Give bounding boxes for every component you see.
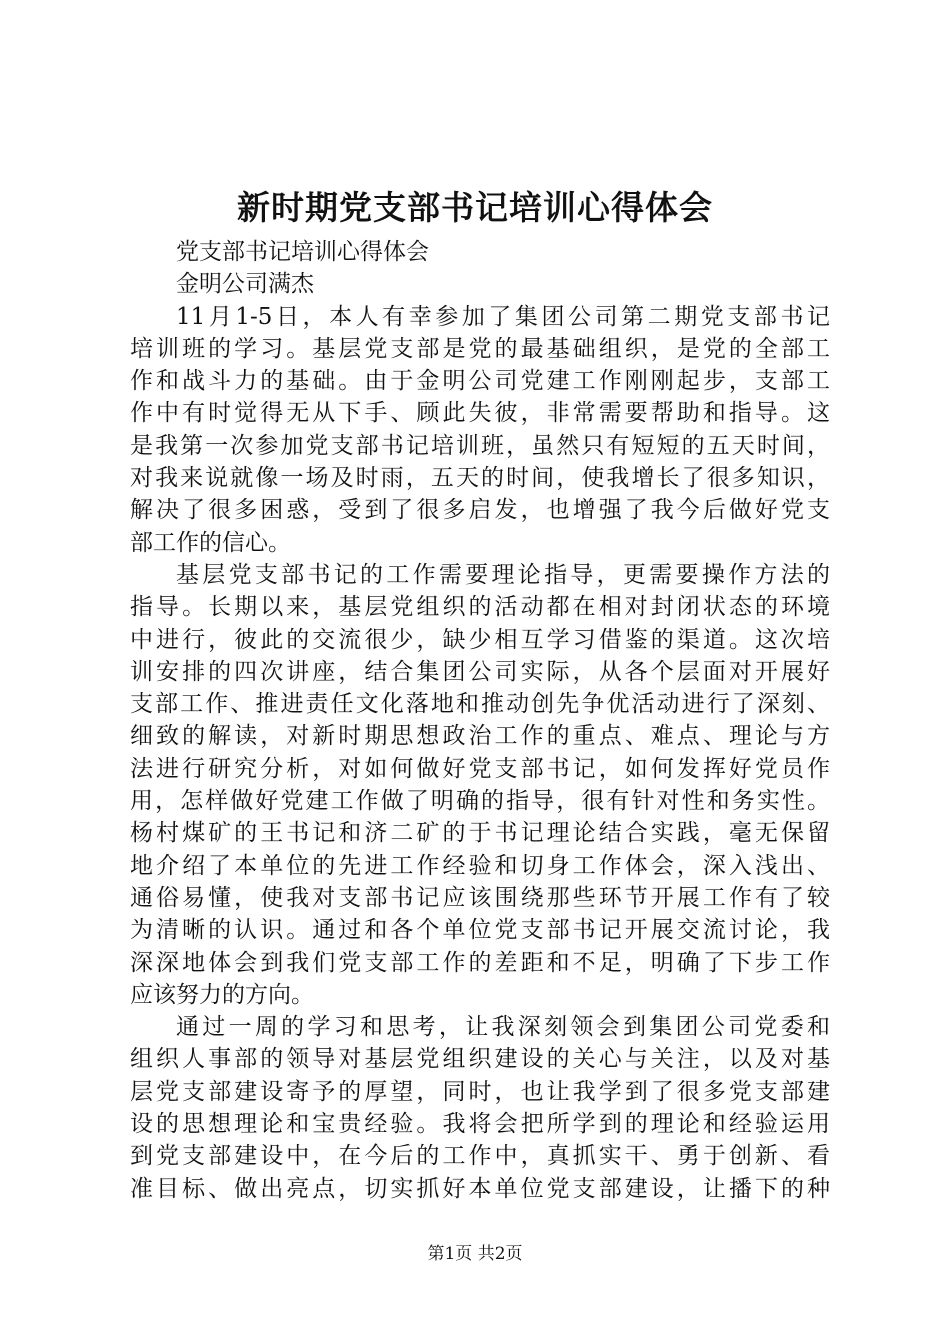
paragraph-line: 设的思想理论和宝贵经验。我将会把所学到的理论和经验运用 <box>130 1111 830 1138</box>
paragraph-line: 用，怎样做好党建工作做了明确的指导，很有针对性和务实性。 <box>130 788 830 815</box>
paragraph-line: 指导。长期以来，基层党组织的活动都在相对封闭状态的环境 <box>130 594 830 621</box>
paragraph-line: 到党支部建设中，在今后的工作中，真抓实干、勇于创新、看 <box>130 1143 830 1170</box>
paragraph-1 <box>130 301 830 559</box>
paragraph-line: 应该努力的方向。 <box>130 981 314 1008</box>
paragraph-line: 法进行研究分析，对如何做好党支部书记，如何发挥好党员作 <box>130 755 830 782</box>
paragraph-line: 中进行，彼此的交流很少，缺少相互学习借鉴的渠道。这次培 <box>130 626 830 653</box>
subtitle-line: 党支部书记培训心得体会 <box>176 239 429 265</box>
paragraph-line: 层党支部建设寄予的厚望，同时，也让我学到了很多党支部建 <box>130 1078 830 1105</box>
paragraph-line: 对我来说就像一场及时雨，五天的时间，使我增长了很多知识， <box>130 465 830 492</box>
paragraph-line: 为清晰的认识。通过和各个单位党支部书记开展交流讨论，我 <box>130 917 830 944</box>
paragraph-line: 解决了很多困惑，受到了很多启发，也增强了我今后做好党支 <box>130 497 830 524</box>
paragraph-line: 训安排的四次讲座，结合集团公司实际，从各个层面对开展好 <box>130 658 830 685</box>
paragraph-line: 是我第一次参加党支部书记培训班，虽然只有短短的五天时间， <box>130 432 830 459</box>
paragraph-3 <box>130 1011 830 1205</box>
document-title: 新时期党支部书记培训心得体会 <box>237 188 713 227</box>
paragraph-line: 通俗易懂，使我对支部书记应该围绕那些环节开展工作有了较 <box>130 884 830 911</box>
paragraph-line: 通过一周的学习和思考，让我深刻领会到集团公司党委和 <box>176 1014 830 1041</box>
page-number-footer: 第1页 共2页 <box>427 1244 523 1264</box>
paragraph-line: 细致的解读，对新时期思想政治工作的重点、难点、理论与方 <box>130 723 830 750</box>
paragraph-line: 部工作的信心。 <box>130 529 291 556</box>
paragraph-line: 作中有时觉得无从下手、顾此失彼，非常需要帮助和指导。这 <box>130 400 830 427</box>
document-body <box>130 236 830 1205</box>
paragraph-line: 组织人事部的领导对基层党组织建设的关心与关注，以及对基 <box>130 1046 830 1073</box>
author-line: 金明公司满杰 <box>176 271 314 298</box>
paragraph-line: 深深地体会到我们党支部工作的差距和不足，明确了下步工作 <box>130 949 830 976</box>
paragraph-line: 培训班的学习。基层党支部是党的最基础组织，是党的全部工 <box>130 335 830 362</box>
paragraph-line: 杨村煤矿的王书记和济二矿的于书记理论结合实践，毫无保留 <box>130 820 830 847</box>
paragraph-2 <box>130 559 830 1011</box>
paragraph-line: 作和战斗力的基础。由于金明公司党建工作刚刚起步，支部工 <box>130 368 830 395</box>
paragraph-line: 基层党支部书记的工作需要理论指导，更需要操作方法的 <box>176 561 830 588</box>
paragraph-line: 11月1-5日，本人有幸参加了集团公司第二期党支部书记 <box>176 303 830 330</box>
paragraph-line: 支部工作、推进责任文化落地和推动创先争优活动进行了深刻、 <box>130 691 830 718</box>
paragraph-line: 准目标、做出亮点，切实抓好本单位党支部建设，让播下的种 <box>130 1175 830 1202</box>
paragraph-line: 地介绍了本单位的先进工作经验和切身工作体会，深入浅出、 <box>130 852 830 879</box>
